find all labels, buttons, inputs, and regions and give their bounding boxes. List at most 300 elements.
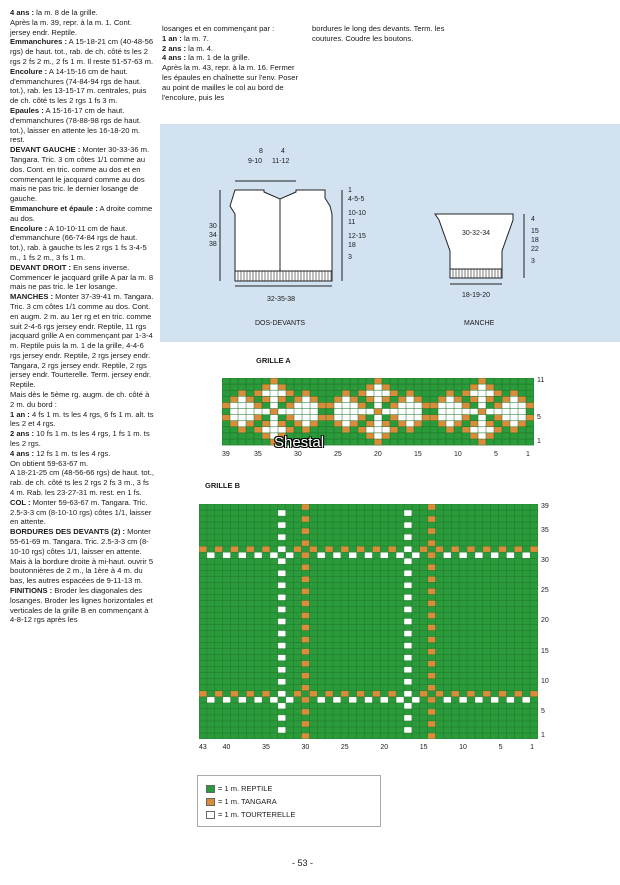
- stitch-white: [278, 631, 286, 637]
- stitch-orange: [530, 546, 538, 552]
- stitch-white: [207, 697, 215, 703]
- stitch-white: [510, 421, 518, 427]
- grille-a-y-label: 11: [537, 377, 545, 384]
- paragraph-text: A 15-18-21 cm (40-48-56 rgs) de haut. tot., rab. de ch. côté ts les 2 rgs 2 fs 2 m., 2 fs 1 m. Il reste 51-57-63 m.: [10, 37, 154, 66]
- paragraph-text: A 10-10-11 cm de haut. d'emmanchure (66-74-84 rgs de haut. tot.), rab. à gauche ts les 2 rgs 1 fs 3-4-5 m., 1 fs 2 m., 3 fs 1 m.: [10, 223, 147, 262]
- stitch-white: [254, 697, 262, 703]
- paragraph-heading: DEVANT DROIT :: [10, 262, 72, 272]
- stitch-orange: [254, 402, 262, 408]
- stitch-orange: [358, 402, 366, 408]
- dim-r-6: 18: [348, 242, 356, 249]
- paragraph-heading: DEVANT GAUCHE :: [10, 145, 81, 155]
- grille-b-x-label: 20: [380, 744, 389, 751]
- paragraph-text: la m. 4.: [186, 43, 214, 53]
- stitch-orange: [451, 546, 459, 552]
- stitch-white: [374, 390, 382, 396]
- col1-paragraph: [10, 468, 154, 497]
- stitch-white: [223, 552, 231, 558]
- stitch-orange: [231, 546, 239, 552]
- stitch-orange: [286, 390, 294, 396]
- stitch-orange: [294, 421, 302, 427]
- stitch-orange: [215, 691, 223, 697]
- stitch-white: [230, 402, 238, 408]
- paragraph-text: Monter 37-39-41 m. Tangara. Tric. 3 cm côtes 1/1 comme au dos. Cont. en augm. 2 m. au 1er rg et en tric. comme suit 2-4-6 rgs jersey endr. Reptile, 11 rgs jacquard grille A en commençant par 1-3-4 m. Reptile puis la m. 1 de la grille, 4-4-6 rgs jersey endr. Reptile, 2 rgs jersey endr. Tangara, 2 rgs jersey endr. Reptile, 2 rgs jersey endr. Tourterelle. Term. jersey endr. Reptile.: [10, 292, 154, 390]
- stitch-orange: [246, 546, 254, 552]
- paragraph-text: 10 fs 1 m. ts les 4 rgs, 1 fs 1 m. ts les 2 rgs.: [10, 429, 150, 449]
- stitch-orange: [254, 427, 262, 433]
- stitch-orange: [341, 546, 349, 552]
- stitch-white: [278, 570, 286, 576]
- stitch-white: [302, 421, 310, 427]
- paragraph-text: bordures le long des devants. Term. les coutures. Coudre les boutons.: [312, 24, 445, 43]
- stitch-white: [278, 558, 286, 564]
- stitch-white: [404, 643, 412, 649]
- stitch-orange: [494, 415, 502, 421]
- stitch-orange: [278, 384, 286, 390]
- dim-sr-1: 4: [531, 216, 535, 223]
- stitch-white: [333, 697, 341, 703]
- stitch-orange: [514, 546, 522, 552]
- stitch-orange: [270, 378, 278, 384]
- stitch-white: [238, 396, 246, 402]
- stitch-white: [404, 631, 412, 637]
- stitch-white: [349, 697, 357, 703]
- stitch-white: [278, 667, 286, 673]
- paragraph-heading: Epaules :: [10, 105, 44, 115]
- stitch-white: [446, 409, 454, 415]
- stitch-white: [302, 409, 310, 415]
- stitch-white: [278, 643, 286, 649]
- stitch-white: [342, 396, 350, 402]
- stitch-white: [406, 396, 414, 402]
- stitch-orange: [454, 421, 462, 427]
- stitch-white: [366, 390, 374, 396]
- stitch-white: [349, 552, 357, 558]
- col1-paragraph: [10, 498, 154, 527]
- stitch-white: [334, 415, 342, 421]
- stitch-orange: [301, 516, 309, 522]
- legend-label-tourterelle: = 1 m. TOURTERELLE: [218, 810, 296, 819]
- stitch-orange: [436, 546, 444, 552]
- stitch-orange: [483, 691, 491, 697]
- stitch-orange: [294, 396, 302, 402]
- stitch-white: [310, 415, 318, 421]
- stitch-white: [478, 384, 486, 390]
- stitch-white: [246, 402, 254, 408]
- col1-paragraph: [10, 390, 154, 410]
- col1-paragraph: [10, 18, 154, 38]
- stitch-white: [486, 390, 494, 396]
- grille-a-y-label: 1: [537, 438, 541, 445]
- stitch-white: [278, 510, 286, 516]
- stitch-white: [494, 409, 502, 415]
- stitch-orange: [510, 427, 518, 433]
- grille-b-y-label: 10: [541, 677, 549, 685]
- stitch-orange: [428, 612, 436, 618]
- stitch-white: [406, 421, 414, 427]
- stitch-white: [374, 433, 382, 439]
- paragraph-text: On obtient 59-63-67 m.: [10, 458, 89, 468]
- dim-shoulder-b: 4: [281, 148, 285, 155]
- paragraph-text: la m. 1 de la grille.: [186, 53, 250, 63]
- stitch-orange: [451, 691, 459, 697]
- stitch-white: [478, 415, 486, 421]
- stitch-orange: [301, 661, 309, 667]
- stitch-white: [478, 427, 486, 433]
- stitch-white: [294, 409, 302, 415]
- stitch-orange: [374, 439, 382, 445]
- paragraph-text: Monter 30-33-36 m. Tangara. Tric. 3 cm côtes 1/1 comme au dos. Cont. en tric. comme au dos et en commençant le jacquard comme au dos mais ne pas tric. le dernier losange de gauche.: [10, 145, 150, 204]
- stitch-orange: [486, 433, 494, 439]
- grille-b-x-label: 15: [419, 744, 428, 751]
- stitch-orange: [301, 600, 309, 606]
- stitch-white: [491, 552, 499, 558]
- col1-paragraph: [10, 429, 154, 449]
- stitch-white: [366, 427, 374, 433]
- stitch-white: [412, 552, 420, 558]
- legend-reptile: [206, 784, 272, 793]
- stitch-orange: [342, 427, 350, 433]
- stitch-orange: [428, 528, 436, 534]
- col1-paragraph: [10, 8, 154, 18]
- stitch-white: [414, 402, 422, 408]
- paragraph-text: la m. 7.: [181, 33, 209, 43]
- stitch-white: [302, 396, 310, 402]
- stitch-orange: [230, 421, 238, 427]
- stitch-white: [278, 715, 286, 721]
- stitch-white: [342, 402, 350, 408]
- stitch-white: [502, 409, 510, 415]
- stitch-orange: [309, 546, 317, 552]
- stitch-orange: [301, 540, 309, 546]
- stitch-white: [404, 558, 412, 564]
- stitch-white: [522, 552, 530, 558]
- col1-paragraph: [10, 37, 154, 66]
- stitch-white: [278, 390, 286, 396]
- stitch-orange: [350, 396, 358, 402]
- stitch-white: [278, 522, 286, 528]
- stitch-orange: [262, 691, 270, 697]
- stitch-orange: [390, 415, 398, 421]
- grille-b-title: GRILLE B: [205, 481, 240, 490]
- col1-paragraph: [10, 527, 154, 586]
- paragraph-text: Mais dès le 5ème rg. augm. de ch. côté à 2 m. du bord :: [10, 390, 150, 409]
- stitch-white: [286, 409, 294, 415]
- stitch-white: [396, 552, 404, 558]
- dim-r-4: 11: [348, 219, 356, 226]
- stitch-orange: [301, 504, 309, 510]
- stitch-orange: [428, 625, 436, 631]
- dim-r-2: 4-5-5: [348, 196, 365, 203]
- stitch-orange: [483, 546, 491, 552]
- stitch-orange: [446, 390, 454, 396]
- stitch-white: [278, 727, 286, 733]
- dim-body-height-1: 30: [209, 223, 217, 230]
- dim-body-right: [348, 186, 366, 262]
- paragraph-text: Après la m. 39, repr. à la m. 1. Cont. jersey endr. Reptile.: [10, 17, 132, 37]
- stitch-orange: [388, 546, 396, 552]
- stitch-orange: [390, 390, 398, 396]
- stitch-white: [374, 421, 382, 427]
- paragraph-text: Après la m. 43, repr. à la m. 16. Fermer les épaules en chaînette sur l'env. Poser au point de mailles le col au bord de l'encolure, puis les: [162, 63, 298, 102]
- stitch-orange: [301, 637, 309, 643]
- dim-r-5: 12-15: [348, 233, 366, 240]
- col2-paragraph: [162, 34, 300, 44]
- stitch-white: [390, 409, 398, 415]
- stitch-white: [475, 697, 483, 703]
- grille-b-y-label: 15: [541, 647, 549, 655]
- stitch-white: [486, 409, 494, 415]
- stitch-orange: [318, 402, 326, 408]
- stitch-white: [278, 679, 286, 685]
- stitch-white: [446, 396, 454, 402]
- dim-body-height: [209, 222, 217, 249]
- paragraph-text: Monter 55-61-69 m. Tangara. Tric. 2.5-3-3 cm (8-10-10 rgs) côtes 1/1, laisser en attente. Mais à la bordure droite à mi-haut. ouvrir 5 boutonnières de 2 m., la 1ère à 4 m. du bas, les autres espacées de 9-11-13 m.: [10, 527, 154, 586]
- stitch-white: [502, 415, 510, 421]
- stitch-orange: [254, 390, 262, 396]
- garment-schema: [160, 124, 620, 342]
- stitch-orange: [357, 546, 365, 552]
- stitch-white: [478, 390, 486, 396]
- stitch-orange: [262, 384, 270, 390]
- grille-b-x-label: 10: [459, 744, 467, 751]
- stitch-orange: [470, 396, 478, 402]
- stitch-orange: [530, 691, 538, 697]
- stitch-orange: [486, 421, 494, 427]
- stitch-white: [470, 427, 478, 433]
- legend-label-tangara: = 1 m. TANGARA: [218, 797, 277, 806]
- grille-b-y-label: 5: [541, 707, 545, 715]
- stitch-orange: [301, 588, 309, 594]
- stitch-orange: [494, 390, 502, 396]
- col1-paragraph: [10, 449, 154, 459]
- paragraph-heading: Emmanchures :: [10, 37, 67, 47]
- stitch-orange: [325, 691, 333, 697]
- stitch-white: [446, 402, 454, 408]
- stitch-orange: [428, 649, 436, 655]
- stitch-orange: [366, 421, 374, 427]
- stitch-white: [506, 552, 514, 558]
- stitch-orange: [326, 415, 334, 421]
- paragraph-heading: COL :: [10, 497, 31, 507]
- stitch-white: [302, 402, 310, 408]
- dim-body-height-3: 38: [209, 241, 217, 248]
- grille-a-x-label: 5: [494, 451, 498, 458]
- paragraph-heading: Encolure :: [10, 223, 48, 233]
- stitch-white: [404, 510, 412, 516]
- stitch-orange: [462, 427, 470, 433]
- stitch-white: [278, 409, 286, 415]
- stitch-white: [486, 427, 494, 433]
- stitch-orange: [438, 421, 446, 427]
- stitch-white: [334, 402, 342, 408]
- stitch-white: [270, 396, 278, 402]
- dim-sr-3: 18: [531, 237, 539, 244]
- dim-sleeve-right: [531, 215, 539, 266]
- stitch-white: [270, 697, 278, 703]
- stitch-orange: [366, 433, 374, 439]
- stitch-white: [350, 415, 358, 421]
- stitch-white: [238, 409, 246, 415]
- stitch-white: [342, 409, 350, 415]
- paragraph-heading: MANCHES :: [10, 292, 54, 302]
- stitch-orange: [262, 396, 270, 402]
- stitch-white: [522, 697, 530, 703]
- stitch-orange: [414, 421, 422, 427]
- stitch-white: [380, 552, 388, 558]
- stitch-white: [380, 697, 388, 703]
- stitch-orange: [494, 402, 502, 408]
- stitch-white: [398, 415, 406, 421]
- stitch-orange: [502, 421, 510, 427]
- stitch-white: [262, 427, 270, 433]
- grille-a-title: GRILLE A: [256, 356, 291, 365]
- stitch-orange: [428, 576, 436, 582]
- paragraph-heading: Encolure :: [10, 66, 48, 76]
- stitch-white: [262, 409, 270, 415]
- stitch-white: [438, 402, 446, 408]
- grille-a-chart: [222, 378, 534, 446]
- grille-b-background: [199, 504, 538, 739]
- stitch-orange: [428, 516, 436, 522]
- stitch-orange: [462, 390, 470, 396]
- stitch-white: [317, 552, 325, 558]
- stitch-orange: [467, 691, 475, 697]
- stitch-white: [404, 594, 412, 600]
- stitch-white: [454, 402, 462, 408]
- paragraph-heading: 4 ans :: [162, 53, 187, 63]
- grille-b-y-label: 1: [541, 731, 545, 739]
- stitch-white: [510, 415, 518, 421]
- grille-a-y-label: 5: [537, 413, 541, 421]
- stitch-white: [374, 384, 382, 390]
- dim-shoulder-a: 8: [259, 148, 263, 155]
- stitch-orange: [302, 427, 310, 433]
- stitch-white: [294, 402, 302, 408]
- stitch-white: [454, 415, 462, 421]
- stitch-white: [350, 409, 358, 415]
- stitch-orange: [428, 661, 436, 667]
- stitch-orange: [286, 415, 294, 421]
- col2-paragraph: [162, 63, 300, 102]
- stitch-orange: [294, 546, 302, 552]
- stitch-orange: [301, 612, 309, 618]
- stitch-orange: [499, 546, 507, 552]
- stitch-white: [446, 421, 454, 427]
- stitch-white: [382, 390, 390, 396]
- stitch-white: [443, 697, 451, 703]
- stitch-orange: [309, 691, 317, 697]
- stitch-white: [510, 402, 518, 408]
- grille-b-y-label: 30: [541, 557, 549, 565]
- stitch-white: [278, 534, 286, 540]
- text-column-1: [10, 8, 154, 625]
- stitch-white: [270, 427, 278, 433]
- stitch-white: [374, 402, 382, 408]
- stitch-white: [317, 697, 325, 703]
- stitch-white: [404, 715, 412, 721]
- stitch-orange: [494, 427, 502, 433]
- col1-paragraph: [10, 459, 154, 469]
- grille-b-x-label: 25: [340, 744, 349, 751]
- grille-b-x-label: 35: [262, 744, 270, 751]
- stitch-orange: [430, 402, 438, 408]
- stitch-orange: [430, 415, 438, 421]
- col2-paragraph: [162, 53, 300, 63]
- grille-b-x-label: 30: [301, 744, 310, 751]
- grille-a-x-label: 10: [454, 451, 462, 458]
- stitch-white: [310, 402, 318, 408]
- col1-paragraph: [10, 204, 154, 224]
- stitch-white: [270, 384, 278, 390]
- stitch-orange: [366, 396, 374, 402]
- stitch-white: [223, 697, 231, 703]
- stitch-orange: [294, 691, 302, 697]
- stitch-white: [462, 409, 470, 415]
- stitch-white: [414, 409, 422, 415]
- stitch-white: [262, 390, 270, 396]
- stitch-orange: [301, 625, 309, 631]
- paragraph-text: A 15-16-17 cm de haut. d'emmanchures (78-88-98 rgs de haut. tot.), laisser en attente les 16-18-20 m. rest.: [10, 105, 142, 145]
- stitch-white: [350, 402, 358, 408]
- stitch-orange: [262, 546, 270, 552]
- grille-b-chart: [199, 504, 538, 739]
- stitch-white: [438, 415, 446, 421]
- stitch-orange: [462, 415, 470, 421]
- stitch-white: [294, 415, 302, 421]
- stitch-orange: [350, 421, 358, 427]
- stitch-orange: [358, 427, 366, 433]
- stitch-orange: [454, 396, 462, 402]
- grille-a-x-label: 1: [526, 451, 530, 458]
- stitch-orange: [301, 649, 309, 655]
- stitch-orange: [486, 384, 494, 390]
- grille-b-y-label: 35: [541, 527, 549, 535]
- stitch-orange: [301, 576, 309, 582]
- dim-sr-5: 3: [531, 258, 535, 265]
- stitch-white: [404, 691, 412, 697]
- stitch-white: [254, 552, 262, 558]
- dim-body-width: 32-35-38: [267, 296, 296, 303]
- stitch-white: [406, 409, 414, 415]
- stitch-white: [518, 409, 526, 415]
- stitch-white: [278, 594, 286, 600]
- stitch-orange: [428, 685, 436, 691]
- stitch-white: [230, 409, 238, 415]
- sleeve-outline: [435, 214, 513, 269]
- paragraph-text: A droite comme au dos.: [10, 203, 153, 223]
- col1-paragraph: [10, 292, 154, 390]
- col2-paragraph: [162, 44, 300, 54]
- stitch-white: [270, 402, 278, 408]
- paragraph-text: A 18-21-25 cm (48-56-66 rgs) de haut. tot., rab. de ch. côté ts les 2 rgs 2 fs 3 m., 3 fs 4 m. Rab. les 23-27-31 m. rest. en 1 fs.: [10, 468, 154, 498]
- stitch-orange: [318, 415, 326, 421]
- stitch-white: [404, 618, 412, 624]
- grille-a-x-label: 35: [254, 451, 262, 458]
- stitch-white: [246, 415, 254, 421]
- stitch-orange: [420, 691, 428, 697]
- stitch-orange: [514, 691, 522, 697]
- stitch-orange: [428, 540, 436, 546]
- sleeve-rib: [450, 269, 502, 278]
- stitch-white: [286, 552, 294, 558]
- stitch-orange: [388, 691, 396, 697]
- stitch-orange: [278, 396, 286, 402]
- stitch-orange: [382, 396, 390, 402]
- swatch-reptile: [206, 785, 215, 793]
- col1-paragraph: [10, 224, 154, 263]
- stitch-orange: [446, 427, 454, 433]
